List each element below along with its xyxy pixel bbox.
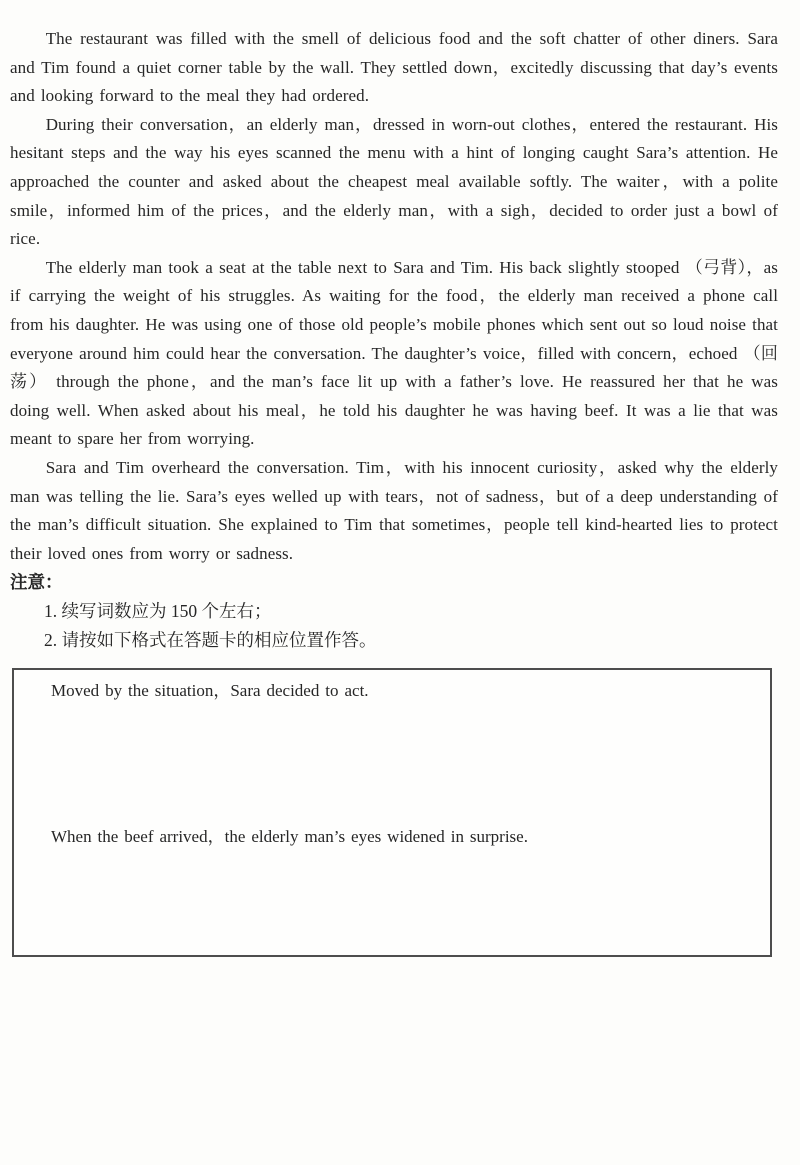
- notice-item-format: 2. 请按如下格式在答题卡的相应位置作答。: [44, 630, 377, 651]
- passage-paragraph-3: The elderly man took a seat at the table next to Sara and Tim. His back slightly stooped （弓背），as if carrying the weight of his struggles. As waiting for the food，the elderly man received a phone call from his daughter. He was using one of those old people’s mobile phones which sent out so loud noise that everyone around him could hear the conversation. The daughter’s voice，filled with concern，echoed （回荡） through the phone，and the man’s face lit up with a father’s love. He reassured her that he was doing well. When asked about his meal，he told his daughter he was having beef. It was a lie that was meant to spare her from worrying.: [10, 257, 778, 449]
- passage-paragraph-4: Sara and Tim overheard the conversation. Tim，with his innocent curiosity，asked why the elderly man was telling the lie. Sara’s eyes welled up with tears，not of sadness，but of a deep understanding of the man’s difficult situation. She explained to Tim that sometimes，people tell kind-hearted lies to protect their loved ones from worry or sadness.: [10, 457, 778, 563]
- bottom-whitespace: [10, 957, 778, 1107]
- passage-paragraph-2: During their conversation，an elderly man，dressed in worn-out clothes，entered the restaurant. His hesitant steps and the way his eyes scanned the menu with a hint of longing caught Sara’s attention. He approached the counter and asked about the cheapest meal available softly. The waiter，with a polite smile，informed him of the prices，and the elderly man，with a sigh，decided to order just a bowl of rice.: [10, 114, 778, 249]
- notice-item-word-count: 1. 续写词数应为 150 个左右；: [44, 601, 272, 622]
- notice-label: 注意：: [10, 572, 63, 593]
- opening-sentence: Moved by the situation，Sara decided to act.: [51, 681, 369, 701]
- passage-paragraph-1: The restaurant was filled with the smell of delicious food and the soft chatter of other diners. Sara and Tim found a quiet corner table by the wall. They settled down，excitedly discussing that day’s events and looking forward to the meal they had ordered.: [10, 29, 778, 106]
- answer-format-box: [12, 668, 772, 957]
- continuation-sentence: When the beef arrived，the elderly man’s eyes widened in surprise.: [51, 826, 528, 846]
